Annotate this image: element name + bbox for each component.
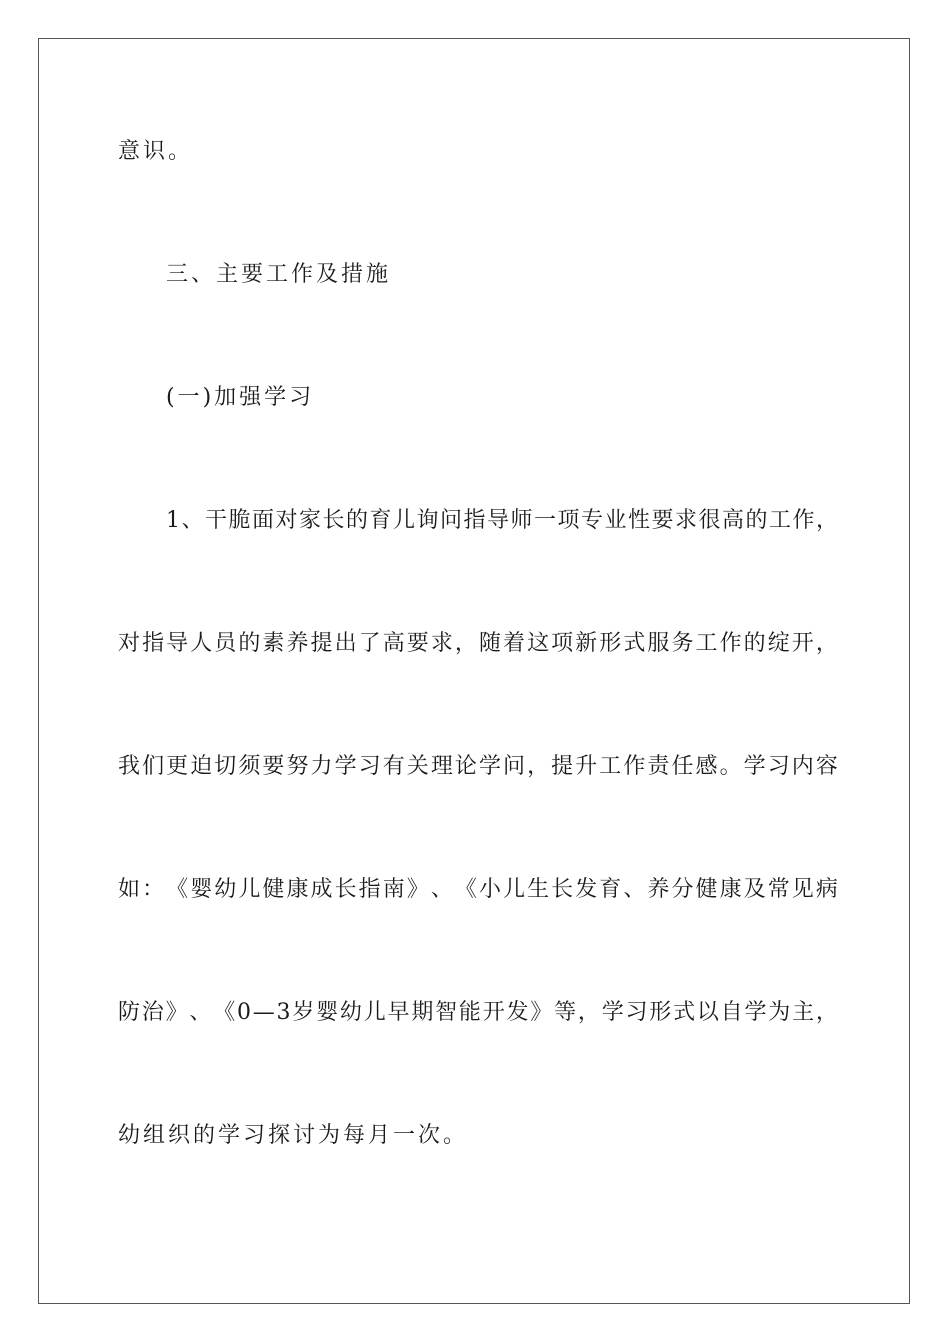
text-glyph: 人	[190, 631, 213, 656]
text-glyph: 服	[647, 631, 670, 656]
text-glyph: ，	[577, 1000, 600, 1025]
text-glyph: 开	[791, 631, 814, 656]
text-glyph: ，	[454, 631, 477, 656]
text-glyph: 形	[599, 631, 622, 656]
paragraph-line-2	[118, 629, 838, 659]
text-glyph: 学	[601, 1000, 624, 1025]
text-glyph: 求	[674, 508, 697, 533]
text-glyph: 儿	[392, 508, 415, 533]
paragraph-line-1	[166, 506, 838, 536]
text-glyph: 指	[463, 508, 486, 533]
text-glyph: 小	[478, 877, 501, 902]
text-glyph: 》	[406, 877, 429, 902]
text-glyph: 《	[166, 877, 189, 902]
text-glyph: 问	[439, 508, 462, 533]
text-glyph: 努	[286, 754, 309, 779]
text-glyph: 升	[575, 754, 598, 779]
text-glyph: 成	[310, 877, 333, 902]
text-glyph: 询	[416, 508, 439, 533]
text-glyph: 项	[557, 508, 580, 533]
text-glyph: 习	[358, 754, 381, 779]
text-glyph: 、	[189, 1000, 212, 1025]
text-glyph: 学	[334, 754, 357, 779]
text-glyph: 幼	[339, 1000, 362, 1025]
text-glyph: 自	[720, 1000, 743, 1025]
text-glyph: 南	[382, 877, 405, 902]
text-glyph: 如	[118, 877, 141, 902]
text-glyph: 脆	[228, 508, 251, 533]
text-glyph: 了	[358, 631, 381, 656]
text-glyph: 指	[358, 877, 381, 902]
text-glyph: 的	[345, 508, 368, 533]
text-glyph: 智	[435, 1000, 458, 1025]
text-glyph: 工	[768, 508, 791, 533]
text-glyph: 迫	[190, 754, 213, 779]
paragraph-line-4	[118, 875, 838, 905]
text-glyph: 专	[580, 508, 603, 533]
text-glyph: 习	[625, 1000, 648, 1025]
text-glyph: 幼	[214, 877, 237, 902]
text-glyph: 要	[406, 631, 429, 656]
text-glyph: 对	[118, 631, 141, 656]
text-glyph: 工	[599, 754, 622, 779]
text-glyph: 责	[647, 754, 670, 779]
section-heading: 三、主要工作及措施	[166, 262, 392, 287]
text-glyph: 3	[276, 1000, 291, 1025]
text-glyph: ，	[527, 754, 550, 779]
text-glyph: 一	[533, 508, 556, 533]
text-glyph: 作	[792, 508, 815, 533]
text-glyph: 及	[743, 877, 766, 902]
text-glyph: 、	[430, 877, 453, 902]
text-glyph: 养	[286, 631, 309, 656]
text-glyph: 员	[214, 631, 237, 656]
text-glyph: 绽	[767, 631, 790, 656]
text-glyph: 《	[213, 1000, 236, 1025]
text-glyph: —	[252, 1000, 275, 1025]
text-glyph: 健	[695, 877, 718, 902]
text-glyph: 长	[322, 508, 345, 533]
text-glyph: 论	[454, 754, 477, 779]
text-glyph: 这	[527, 631, 550, 656]
text-glyph: 面	[251, 508, 274, 533]
text-glyph: 》	[530, 1000, 553, 1025]
text-glyph: 病	[815, 877, 838, 902]
text-glyph: 提	[551, 754, 574, 779]
text-glyph: 生	[527, 877, 550, 902]
subsection-heading: (一)加强学习	[166, 385, 315, 410]
text-glyph: 学	[744, 1000, 767, 1025]
text-glyph: 以	[696, 1000, 719, 1025]
text-glyph: 、	[623, 877, 646, 902]
text-glyph: 切	[214, 754, 237, 779]
text-glyph: 、	[181, 508, 204, 533]
text-glyph: 很	[698, 508, 721, 533]
text-glyph: 0	[236, 1000, 251, 1025]
text-glyph: 力	[310, 754, 333, 779]
text-glyph: 须	[238, 754, 261, 779]
text-glyph: 提	[310, 631, 333, 656]
text-glyph: 师	[510, 508, 533, 533]
text-glyph: 健	[262, 877, 285, 902]
text-glyph: 干	[204, 508, 227, 533]
text-glyph: 长	[334, 877, 357, 902]
text-glyph: 防	[118, 1000, 141, 1025]
text-glyph: 儿	[363, 1000, 386, 1025]
text-glyph: 着	[503, 631, 526, 656]
text-glyph: 养	[647, 877, 670, 902]
text-glyph: 婴	[316, 1000, 339, 1025]
text-glyph: ，	[815, 1000, 838, 1025]
text-glyph: 1	[166, 508, 180, 533]
text-glyph: ，	[815, 631, 838, 656]
text-glyph: 的	[745, 508, 768, 533]
text-glyph: 岁	[292, 1000, 315, 1025]
text-glyph: 作	[719, 631, 742, 656]
text-glyph: 发	[506, 1000, 529, 1025]
text-glyph: 式	[673, 1000, 696, 1025]
text-glyph: 关	[406, 754, 429, 779]
text-glyph: 习	[767, 754, 790, 779]
text-glyph: 理	[430, 754, 453, 779]
text-glyph: 的	[743, 631, 766, 656]
text-glyph: 治	[141, 1000, 164, 1025]
text-glyph: 问	[503, 754, 526, 779]
text-glyph: 导	[166, 631, 189, 656]
text-glyph: 见	[791, 877, 814, 902]
text-glyph: 的	[238, 631, 261, 656]
text-glyph: 性	[627, 508, 650, 533]
text-glyph: 素	[262, 631, 285, 656]
text-glyph: ，	[815, 508, 838, 533]
text-glyph: 内	[791, 754, 814, 779]
text-glyph: 早	[387, 1000, 410, 1025]
text-glyph: 高	[721, 508, 744, 533]
text-glyph: 新	[575, 631, 598, 656]
text-glyph: 容	[815, 754, 838, 779]
text-glyph: 出	[334, 631, 357, 656]
text-glyph: 更	[166, 754, 189, 779]
text-glyph: 为	[768, 1000, 791, 1025]
text-glyph: 婴	[190, 877, 213, 902]
text-glyph: 等	[554, 1000, 577, 1025]
paragraph-line-3	[118, 752, 838, 782]
text-glyph: 家	[298, 508, 321, 533]
text-glyph: 育	[599, 877, 622, 902]
text-glyph: 发	[575, 877, 598, 902]
text-glyph: 儿	[238, 877, 261, 902]
text-glyph: 儿	[503, 877, 526, 902]
text-glyph: 业	[604, 508, 627, 533]
text-glyph: 形	[649, 1000, 672, 1025]
paragraph-line-5	[118, 998, 838, 1028]
text-glyph: 高	[382, 631, 405, 656]
text-glyph: 学	[743, 754, 766, 779]
text-glyph: 导	[486, 508, 509, 533]
text-glyph: 《	[454, 877, 477, 902]
text-glyph: 求	[430, 631, 453, 656]
text-glyph: 务	[671, 631, 694, 656]
text-glyph: 工	[695, 631, 718, 656]
text-glyph: 能	[458, 1000, 481, 1025]
text-line-1: 意识。	[118, 139, 194, 164]
page-border	[38, 38, 910, 1304]
text-glyph: 康	[286, 877, 309, 902]
text-glyph: 任	[671, 754, 694, 779]
text-glyph: 感	[695, 754, 718, 779]
text-glyph: 学	[478, 754, 501, 779]
text-glyph: 我	[118, 754, 141, 779]
text-glyph: 常	[767, 877, 790, 902]
text-glyph: 分	[671, 877, 694, 902]
text-glyph: 们	[142, 754, 165, 779]
text-glyph: 开	[482, 1000, 505, 1025]
text-glyph: 要	[651, 508, 674, 533]
text-glyph: 》	[165, 1000, 188, 1025]
text-glyph: 式	[623, 631, 646, 656]
text-glyph: 期	[411, 1000, 434, 1025]
text-glyph: 指	[142, 631, 165, 656]
paragraph-line-6: 幼组织的学习探讨为每月一次。	[118, 1123, 469, 1148]
text-glyph: 康	[719, 877, 742, 902]
text-glyph: 随	[478, 631, 501, 656]
text-glyph: 要	[262, 754, 285, 779]
text-glyph: 对	[275, 508, 298, 533]
text-glyph: 项	[551, 631, 574, 656]
text-glyph: 。	[719, 754, 742, 779]
text-glyph: 育	[369, 508, 392, 533]
text-glyph: 主	[792, 1000, 815, 1025]
text-glyph: ：	[142, 877, 165, 902]
text-glyph: 有	[382, 754, 405, 779]
text-glyph: 作	[623, 754, 646, 779]
text-glyph: 长	[551, 877, 574, 902]
